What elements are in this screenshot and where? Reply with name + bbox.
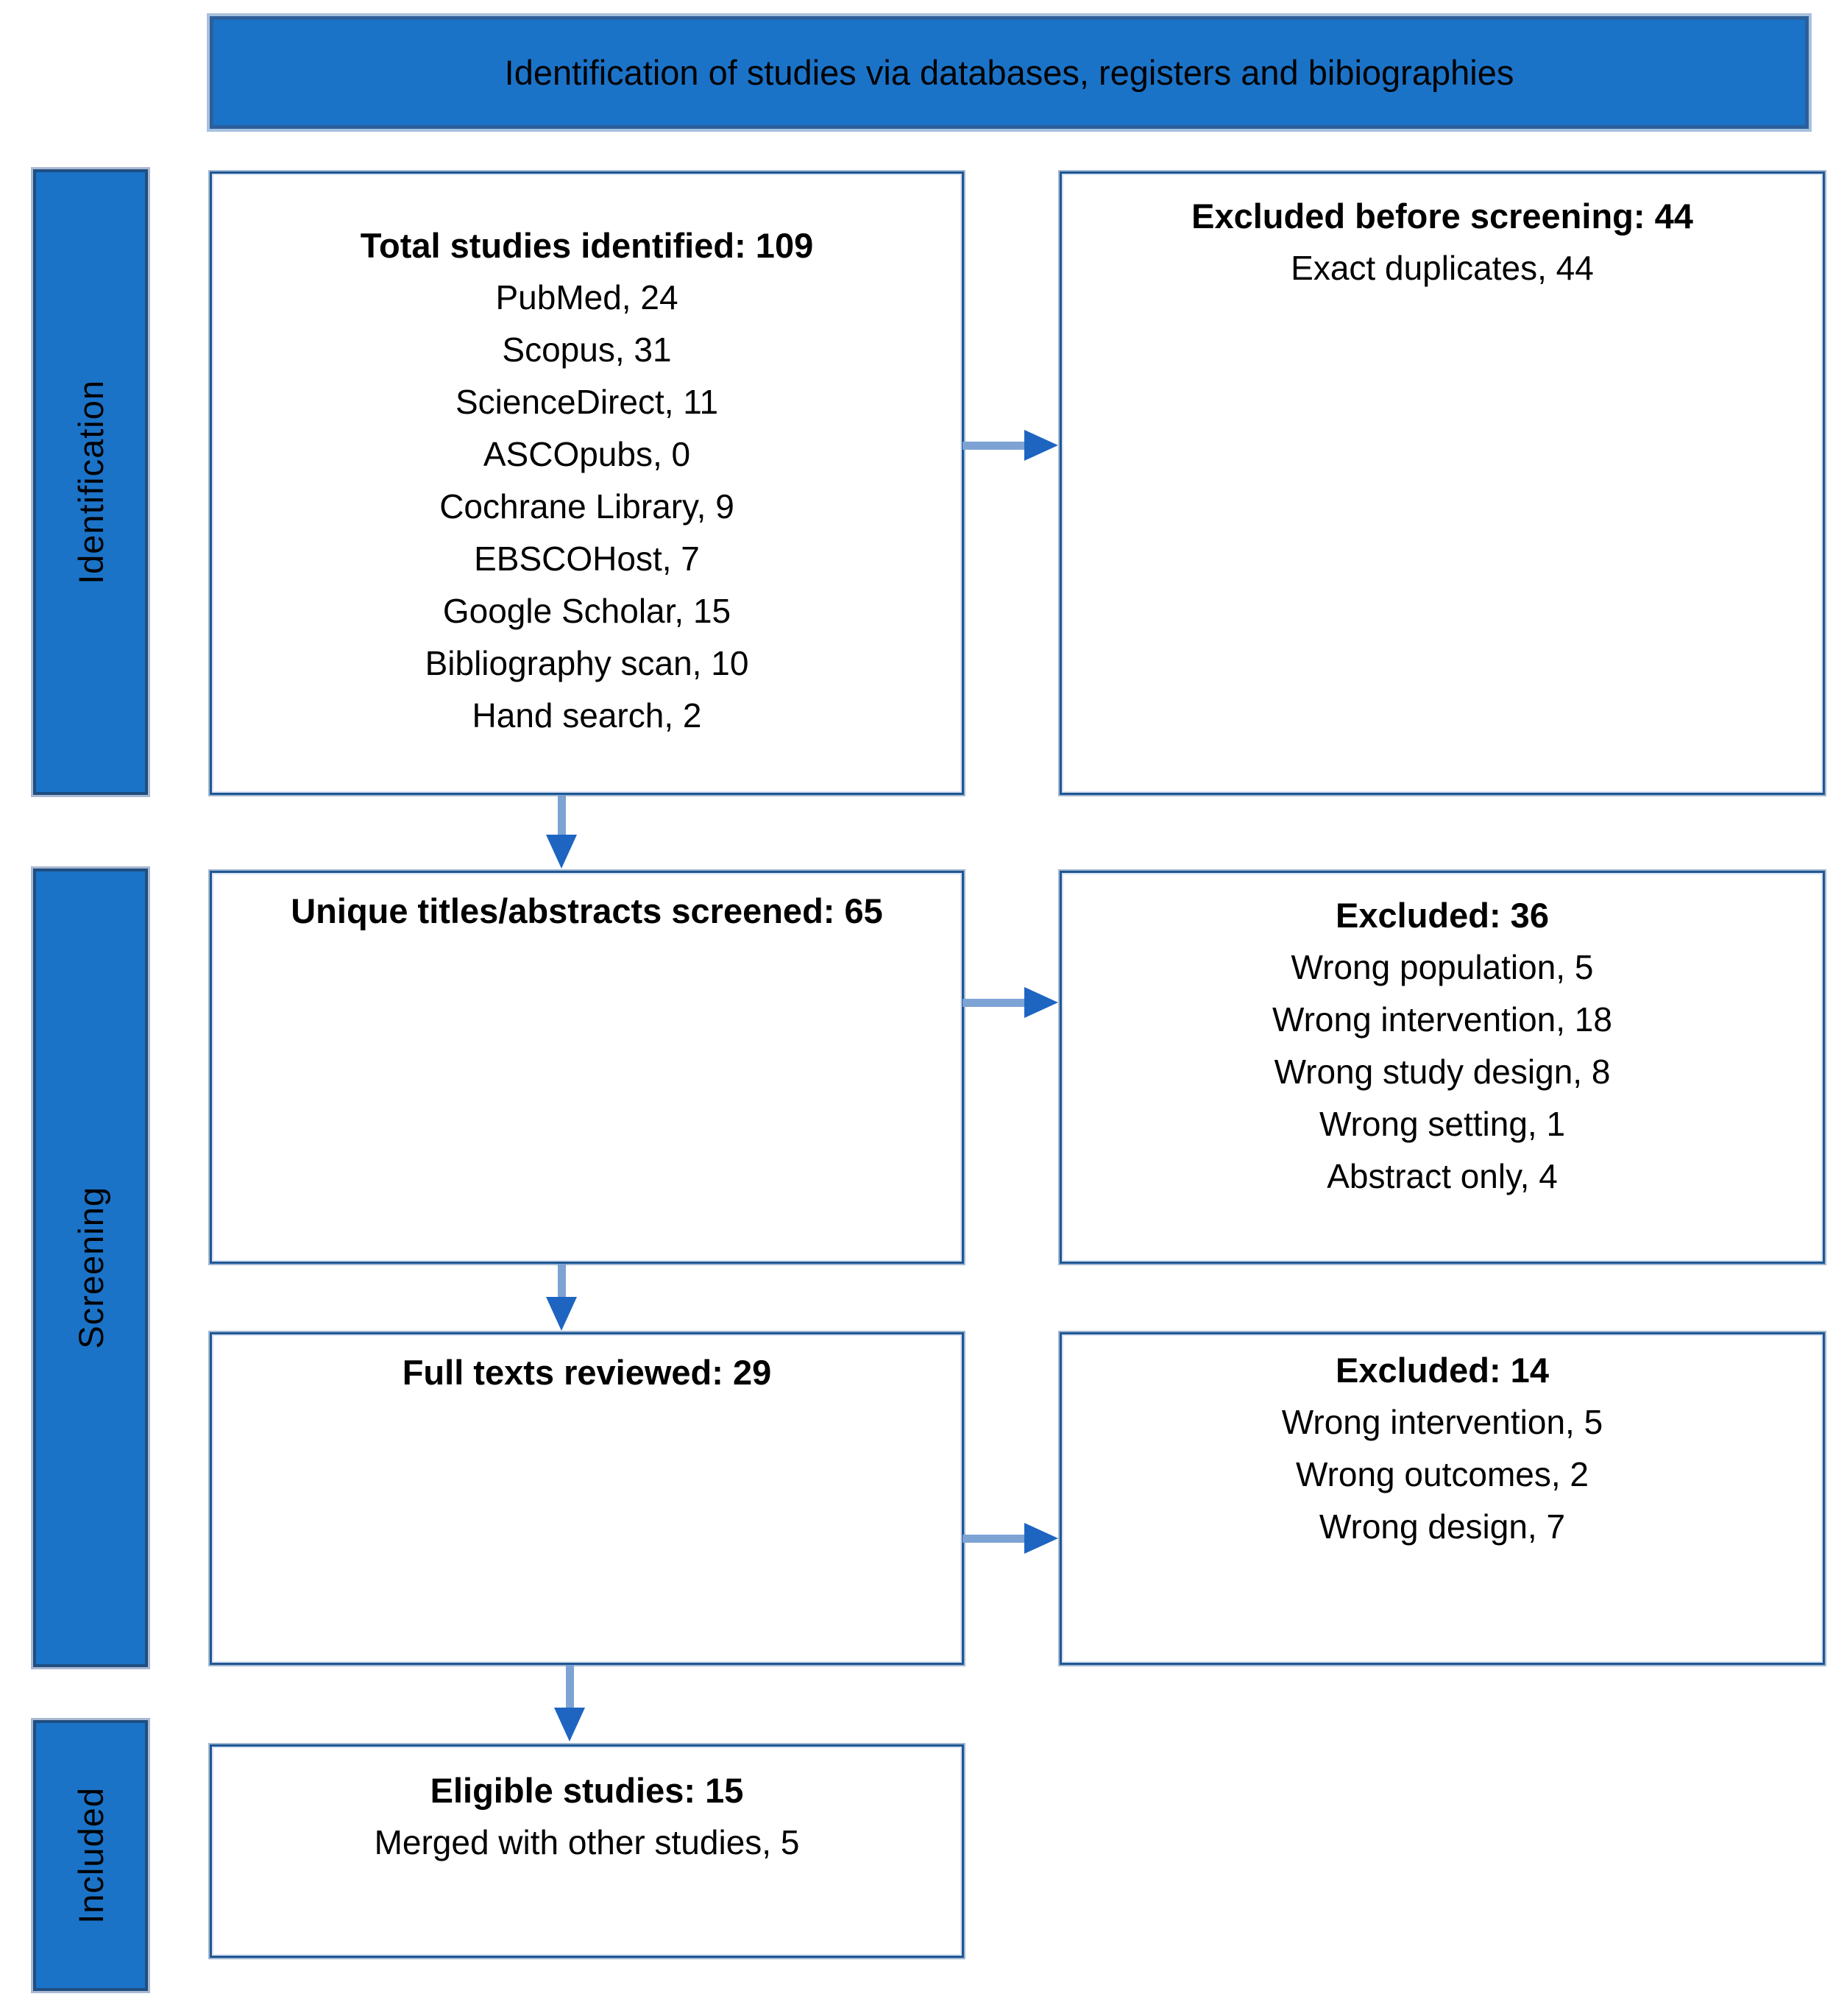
identified-source-line: ASCOpubs, 0	[483, 435, 691, 473]
excluded-fulltext-line: Wrong outcomes, 2	[1295, 1455, 1589, 1493]
excluded-screening-line: Wrong setting, 1	[1319, 1105, 1566, 1143]
identified-source-line: EBSCOHost, 7	[474, 540, 700, 578]
identified-source-line: Google Scholar, 15	[442, 592, 731, 630]
stage-included-label: Included	[71, 1787, 110, 1924]
arrow-down-head	[546, 835, 577, 869]
eligible-box-title: Eligible studies: 15	[430, 1771, 744, 1810]
screened-box-title: Unique titles/abstracts screened: 65	[291, 891, 883, 930]
excluded-before-screening-title: Excluded before screening: 44	[1191, 197, 1693, 236]
identified-source-line: ScienceDirect, 11	[455, 383, 719, 421]
stage-screening-label: Screening	[71, 1186, 110, 1349]
arrow-down-shaft	[566, 1665, 574, 1709]
fulltext-box-title: Full texts reviewed: 29	[402, 1353, 772, 1392]
arrow-down-head	[546, 1297, 577, 1331]
identified-source-line: Hand search, 2	[472, 696, 702, 735]
arrow-down-shaft	[558, 795, 566, 836]
arrow-down-shaft	[558, 1264, 566, 1298]
arrow-right-head	[1024, 430, 1058, 461]
excluded-screening-line: Wrong population, 5	[1291, 948, 1594, 986]
screened-box	[210, 871, 964, 1264]
excluded-fulltext-box	[1060, 1332, 1825, 1665]
arrow-right-head	[1024, 1523, 1058, 1554]
excluded-screening-box	[1060, 871, 1825, 1264]
excluded-screening-line: Wrong intervention, 18	[1272, 1000, 1612, 1039]
identified-box	[210, 171, 964, 795]
arrow-right-shaft	[962, 442, 1027, 450]
stage-identification	[33, 169, 148, 795]
identified-box-title: Total studies identified: 109	[360, 226, 814, 265]
stage-identification-label: Identification	[71, 380, 110, 584]
stage-screening	[33, 869, 148, 1667]
excluded-before-screening-box	[1060, 171, 1825, 795]
banner-title: Identification of studies via databases, registers and bibiographies	[504, 53, 1514, 92]
arrow-down-head	[554, 1708, 585, 1741]
excluded-screening-title: Excluded: 36	[1336, 896, 1549, 935]
arrow-right-head	[1024, 987, 1058, 1018]
stage-included	[33, 1720, 148, 1991]
banner	[210, 16, 1809, 129]
excluded-fulltext-line: Wrong design, 7	[1319, 1507, 1566, 1546]
excluded-before-screening-line: Exact duplicates, 44	[1291, 249, 1594, 287]
eligible-box	[210, 1744, 964, 1958]
excluded-fulltext-line: Wrong intervention, 5	[1281, 1403, 1603, 1441]
fulltext-box	[210, 1332, 964, 1665]
eligible-box-line: Merged with other studies, 5	[374, 1823, 800, 1861]
identified-source-line: Scopus, 31	[502, 330, 672, 369]
excluded-screening-line: Abstract only, 4	[1327, 1157, 1558, 1195]
arrow-right-shaft	[962, 999, 1027, 1007]
excluded-fulltext-title: Excluded: 14	[1336, 1351, 1549, 1390]
excluded-screening-line: Wrong study design, 8	[1274, 1053, 1611, 1091]
identified-source-line: Cochrane Library, 9	[439, 487, 734, 526]
identified-source-line: PubMed, 24	[495, 278, 678, 316]
identified-source-line: Bibliography scan, 10	[425, 644, 749, 682]
arrow-right-shaft	[962, 1535, 1027, 1543]
